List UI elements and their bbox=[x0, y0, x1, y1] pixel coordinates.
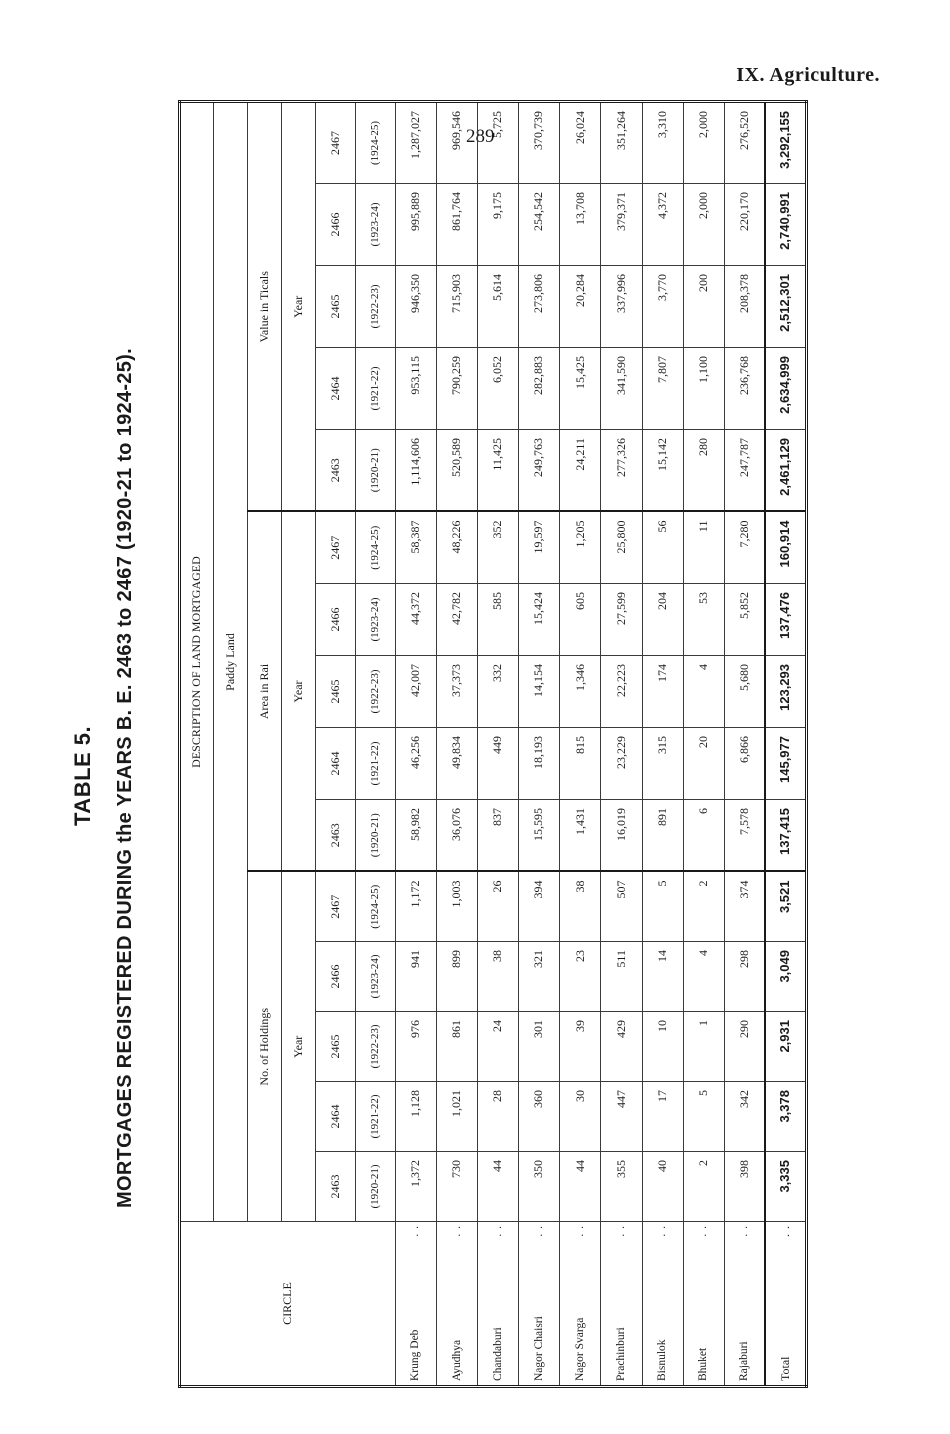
circle-name: Ayudhya bbox=[450, 1339, 463, 1381]
paddy-land-header: Paddy Land bbox=[214, 101, 248, 1221]
holdings-cell: 14 bbox=[642, 942, 683, 1012]
value-cell: 3,770 bbox=[642, 266, 683, 348]
leader-dots: . . bbox=[409, 1225, 422, 1237]
area-cell: 137,476 bbox=[765, 584, 806, 656]
value-cell: 9,175 bbox=[478, 184, 519, 266]
year-ad-header: (1921-22) bbox=[356, 1082, 396, 1152]
leader-dots: . . bbox=[450, 1225, 463, 1237]
value-cell: 370,739 bbox=[519, 101, 560, 183]
table-row bbox=[437, 101, 478, 1386]
holdings-cell: 355 bbox=[601, 1152, 642, 1222]
year-ad-header: (1920-21) bbox=[356, 800, 396, 872]
mortgage-table bbox=[178, 100, 808, 1388]
year-be-header: 2467 bbox=[316, 101, 356, 183]
area-cell: 37,373 bbox=[437, 656, 478, 728]
year-be-header: 2464 bbox=[316, 728, 356, 800]
area-cell: 7,578 bbox=[724, 800, 765, 872]
holdings-cell: 2 bbox=[683, 1152, 724, 1222]
holdings-year-header: Year bbox=[282, 872, 316, 1222]
holdings-cell: 10 bbox=[642, 1012, 683, 1082]
value-cell: 946,350 bbox=[396, 266, 437, 348]
year-ad-header: (1921-22) bbox=[356, 728, 396, 800]
holdings-cell: 301 bbox=[519, 1012, 560, 1082]
area-cell: 1,346 bbox=[560, 656, 601, 728]
holdings-cell: 39 bbox=[560, 1012, 601, 1082]
value-cell: 249,763 bbox=[519, 430, 560, 512]
year-be-header: 2464 bbox=[316, 348, 356, 430]
circle-cell bbox=[765, 1222, 806, 1387]
table-row bbox=[396, 101, 437, 1386]
holdings-cell: 3,049 bbox=[765, 942, 806, 1012]
holdings-cell: 394 bbox=[519, 872, 560, 942]
area-cell: 449 bbox=[478, 728, 519, 800]
table-row bbox=[724, 101, 765, 1386]
mortgage-table-rotated bbox=[178, 110, 808, 1388]
value-cell: 254,542 bbox=[519, 184, 560, 266]
area-cell: 49,834 bbox=[437, 728, 478, 800]
area-cell: 36,076 bbox=[437, 800, 478, 872]
area-cell: 6,866 bbox=[724, 728, 765, 800]
value-cell: 2,000 bbox=[683, 184, 724, 266]
holdings-cell: 38 bbox=[478, 942, 519, 1012]
year-be-header: 2465 bbox=[316, 1012, 356, 1082]
year-be-row bbox=[316, 101, 356, 1386]
value-header: Value in Ticals bbox=[248, 101, 282, 511]
area-cell: 15,595 bbox=[519, 800, 560, 872]
area-cell: 56 bbox=[642, 512, 683, 584]
value-cell: 790,259 bbox=[437, 348, 478, 430]
holdings-cell: 2 bbox=[683, 872, 724, 942]
value-cell: 2,000 bbox=[683, 101, 724, 183]
value-cell: 995,889 bbox=[396, 184, 437, 266]
table-row bbox=[601, 101, 642, 1386]
area-cell: 5,680 bbox=[724, 656, 765, 728]
year-ad-header: (1924-25) bbox=[356, 872, 396, 942]
holdings-cell: 342 bbox=[724, 1082, 765, 1152]
table-row bbox=[560, 101, 601, 1386]
value-cell: 7,807 bbox=[642, 348, 683, 430]
area-cell: 58,982 bbox=[396, 800, 437, 872]
year-be-header: 2467 bbox=[316, 512, 356, 584]
circle-name: Bisnulok bbox=[656, 1339, 668, 1381]
area-cell: 6 bbox=[683, 800, 724, 872]
area-cell: 14,154 bbox=[519, 656, 560, 728]
circle-name: Chandaburi bbox=[491, 1327, 504, 1381]
area-year-header: Year bbox=[282, 512, 316, 872]
holdings-cell: 30 bbox=[560, 1082, 601, 1152]
table-row bbox=[519, 101, 560, 1386]
value-cell: 520,589 bbox=[437, 430, 478, 512]
area-cell: 4 bbox=[683, 656, 724, 728]
table-body bbox=[396, 101, 807, 1386]
holdings-cell: 23 bbox=[560, 942, 601, 1012]
value-cell: 13,708 bbox=[560, 184, 601, 266]
year-ad-header: (1924-25) bbox=[356, 512, 396, 584]
circle-cell bbox=[642, 1222, 683, 1387]
area-cell: 19,597 bbox=[519, 512, 560, 584]
holdings-header: No. of Holdings bbox=[248, 872, 282, 1222]
holdings-cell: 507 bbox=[601, 872, 642, 942]
area-cell: 42,007 bbox=[396, 656, 437, 728]
area-cell: 837 bbox=[478, 800, 519, 872]
value-cell: 861,764 bbox=[437, 184, 478, 266]
value-year-header: Year bbox=[282, 101, 316, 511]
value-cell: 200 bbox=[683, 266, 724, 348]
year-ad-header: (1922-23) bbox=[356, 656, 396, 728]
year-ad-header: (1922-23) bbox=[356, 1012, 396, 1082]
year-be-header: 2466 bbox=[316, 584, 356, 656]
holdings-cell: 511 bbox=[601, 942, 642, 1012]
area-cell: 1,431 bbox=[560, 800, 601, 872]
area-cell: 332 bbox=[478, 656, 519, 728]
leader-dots: . . bbox=[777, 1225, 792, 1237]
year-ad-header: (1922-23) bbox=[356, 266, 396, 348]
holdings-cell: 360 bbox=[519, 1082, 560, 1152]
value-cell: 11,425 bbox=[478, 430, 519, 512]
value-cell: 2,512,301 bbox=[765, 266, 806, 348]
circle-cell bbox=[560, 1222, 601, 1387]
circle-cell bbox=[683, 1222, 724, 1387]
year-be-header: 2467 bbox=[316, 872, 356, 942]
area-cell: 160,914 bbox=[765, 512, 806, 584]
value-cell: 969,546 bbox=[437, 101, 478, 183]
holdings-cell: 861 bbox=[437, 1012, 478, 1082]
holdings-cell: 4 bbox=[683, 942, 724, 1012]
year-ad-header: (1923-24) bbox=[356, 184, 396, 266]
area-cell: 11 bbox=[683, 512, 724, 584]
value-cell: 15,425 bbox=[560, 348, 601, 430]
value-cell: 1,100 bbox=[683, 348, 724, 430]
area-cell: 7,280 bbox=[724, 512, 765, 584]
area-cell: 58,387 bbox=[396, 512, 437, 584]
holdings-cell: 28 bbox=[478, 1082, 519, 1152]
holdings-cell: 3,521 bbox=[765, 872, 806, 942]
holdings-cell: 44 bbox=[560, 1152, 601, 1222]
holdings-cell: 5 bbox=[642, 872, 683, 942]
area-cell: 585 bbox=[478, 584, 519, 656]
area-cell: 5,852 bbox=[724, 584, 765, 656]
value-cell: 337,996 bbox=[601, 266, 642, 348]
value-cell: 715,903 bbox=[437, 266, 478, 348]
holdings-cell: 374 bbox=[724, 872, 765, 942]
leader-dots: . . bbox=[737, 1225, 750, 1237]
area-cell: 891 bbox=[642, 800, 683, 872]
holdings-cell: 3,378 bbox=[765, 1082, 806, 1152]
area-cell: 605 bbox=[560, 584, 601, 656]
holdings-cell: 5 bbox=[683, 1082, 724, 1152]
holdings-cell: 429 bbox=[601, 1012, 642, 1082]
year-be-header: 2465 bbox=[316, 266, 356, 348]
leader-dots: . . bbox=[656, 1225, 668, 1237]
area-cell: 48,226 bbox=[437, 512, 478, 584]
value-cell: 280 bbox=[683, 430, 724, 512]
circle-cell bbox=[601, 1222, 642, 1387]
holdings-cell: 24 bbox=[478, 1012, 519, 1082]
area-cell: 352 bbox=[478, 512, 519, 584]
value-cell: 341,590 bbox=[601, 348, 642, 430]
value-cell: 277,326 bbox=[601, 430, 642, 512]
area-cell: 53 bbox=[683, 584, 724, 656]
area-cell: 22,223 bbox=[601, 656, 642, 728]
value-cell: 236,768 bbox=[724, 348, 765, 430]
value-cell: 3,310 bbox=[642, 101, 683, 183]
value-cell: 26,024 bbox=[560, 101, 601, 183]
leader-dots: . . bbox=[573, 1225, 586, 1237]
year-be-header: 2463 bbox=[316, 430, 356, 512]
holdings-cell: 26 bbox=[478, 872, 519, 942]
leader-dots: . . bbox=[491, 1225, 504, 1237]
holdings-cell: 447 bbox=[601, 1082, 642, 1152]
area-cell: 137,415 bbox=[765, 800, 806, 872]
value-cell: 1,287,027 bbox=[396, 101, 437, 183]
year-ad-header: (1923-24) bbox=[356, 584, 396, 656]
area-cell: 23,229 bbox=[601, 728, 642, 800]
value-cell: 247,787 bbox=[724, 430, 765, 512]
circle-name: Rajaburi bbox=[737, 1341, 750, 1381]
leader-dots: . . bbox=[697, 1225, 710, 1237]
value-cell: 15,142 bbox=[642, 430, 683, 512]
holdings-cell: 298 bbox=[724, 942, 765, 1012]
year-be-header: 2466 bbox=[316, 184, 356, 266]
value-cell: 5,614 bbox=[478, 266, 519, 348]
area-cell: 145,977 bbox=[765, 728, 806, 800]
circle-cell bbox=[724, 1222, 765, 1387]
holdings-cell: 321 bbox=[519, 942, 560, 1012]
holdings-cell: 1,021 bbox=[437, 1082, 478, 1152]
circle-cell bbox=[437, 1222, 478, 1387]
year-ad-header: (1920-21) bbox=[356, 1152, 396, 1222]
value-cell: 351,264 bbox=[601, 101, 642, 183]
year-ad-row bbox=[356, 101, 396, 1386]
year-be-header: 2466 bbox=[316, 942, 356, 1012]
holdings-cell: 1,172 bbox=[396, 872, 437, 942]
value-cell: 6,052 bbox=[478, 348, 519, 430]
description-header: DESCRIPTION OF LAND MORTGAGED bbox=[180, 101, 214, 1221]
year-be-header: 2463 bbox=[316, 1152, 356, 1222]
holdings-cell: 730 bbox=[437, 1152, 478, 1222]
total-row bbox=[765, 101, 806, 1386]
area-cell: 204 bbox=[642, 584, 683, 656]
holdings-cell: 2,931 bbox=[765, 1012, 806, 1082]
value-cell: 273,806 bbox=[519, 266, 560, 348]
area-cell: 27,599 bbox=[601, 584, 642, 656]
value-cell: 3,292,155 bbox=[765, 101, 806, 183]
table-title: MORTGAGES REGISTERED DURING the YEARS B. E. 2463 to 2467 (1920-21 to 1924-25). bbox=[114, 348, 136, 1208]
table-row bbox=[478, 101, 519, 1386]
area-cell: 42,782 bbox=[437, 584, 478, 656]
holdings-cell: 1,128 bbox=[396, 1082, 437, 1152]
holdings-cell: 1,372 bbox=[396, 1152, 437, 1222]
value-cell: 20,284 bbox=[560, 266, 601, 348]
holdings-cell: 38 bbox=[560, 872, 601, 942]
holdings-cell: 44 bbox=[478, 1152, 519, 1222]
value-cell: 4,372 bbox=[642, 184, 683, 266]
area-cell: 16,019 bbox=[601, 800, 642, 872]
page-number: 289 bbox=[466, 126, 495, 147]
area-cell: 20 bbox=[683, 728, 724, 800]
area-cell: 44,372 bbox=[396, 584, 437, 656]
holdings-cell: 350 bbox=[519, 1152, 560, 1222]
area-cell: 15,424 bbox=[519, 584, 560, 656]
value-cell: 953,115 bbox=[396, 348, 437, 430]
area-cell: 315 bbox=[642, 728, 683, 800]
year-ad-header: (1924-25) bbox=[356, 101, 396, 183]
year-be-header: 2464 bbox=[316, 1082, 356, 1152]
area-cell: 1,205 bbox=[560, 512, 601, 584]
circle-cell bbox=[519, 1222, 560, 1387]
holdings-cell: 40 bbox=[642, 1152, 683, 1222]
circle-name: Bhuket bbox=[697, 1347, 710, 1381]
table-caption: TABLE 5. bbox=[70, 725, 95, 826]
holdings-cell: 398 bbox=[724, 1152, 765, 1222]
circle-name: Krung Deb bbox=[409, 1329, 422, 1381]
value-cell: 208,378 bbox=[724, 266, 765, 348]
leader-dots: . . bbox=[614, 1225, 627, 1237]
area-cell: 123,293 bbox=[765, 656, 806, 728]
area-cell: 815 bbox=[560, 728, 601, 800]
holdings-cell: 1 bbox=[683, 1012, 724, 1082]
value-cell: 276,520 bbox=[724, 101, 765, 183]
value-cell: 1,114,606 bbox=[396, 430, 437, 512]
leader-dots: . . bbox=[532, 1225, 545, 1237]
table-row bbox=[683, 101, 724, 1386]
circle-name: Nagor Chaisri bbox=[532, 1316, 545, 1381]
value-cell: 24,211 bbox=[560, 430, 601, 512]
holdings-cell: 941 bbox=[396, 942, 437, 1012]
holdings-cell: 899 bbox=[437, 942, 478, 1012]
circle-cell bbox=[396, 1222, 437, 1387]
value-cell: 220,170 bbox=[724, 184, 765, 266]
section-heading: IX. Agriculture. bbox=[736, 64, 880, 86]
holdings-cell: 17 bbox=[642, 1082, 683, 1152]
area-header: Area in Rai bbox=[248, 512, 282, 872]
year-ad-header: (1920-21) bbox=[356, 430, 396, 512]
circle-name: Prachinburi bbox=[614, 1327, 627, 1381]
circle-cell bbox=[478, 1222, 519, 1387]
circle-name: Nagor Svarga bbox=[573, 1317, 586, 1381]
area-cell: 25,800 bbox=[601, 512, 642, 584]
value-cell: 5,725 bbox=[478, 101, 519, 183]
holdings-cell: 976 bbox=[396, 1012, 437, 1082]
year-ad-header: (1923-24) bbox=[356, 942, 396, 1012]
value-cell: 379,371 bbox=[601, 184, 642, 266]
area-cell: 174 bbox=[642, 656, 683, 728]
value-cell: 2,634,999 bbox=[765, 348, 806, 430]
holdings-cell: 3,335 bbox=[765, 1152, 806, 1222]
area-cell: 18,193 bbox=[519, 728, 560, 800]
table-row bbox=[642, 101, 683, 1386]
year-be-header: 2463 bbox=[316, 800, 356, 872]
holdings-cell: 1,003 bbox=[437, 872, 478, 942]
holdings-cell: 290 bbox=[724, 1012, 765, 1082]
circle-header: CIRCLE bbox=[180, 1222, 396, 1387]
value-cell: 282,883 bbox=[519, 348, 560, 430]
value-cell: 2,740,991 bbox=[765, 184, 806, 266]
year-be-header: 2465 bbox=[316, 656, 356, 728]
area-cell: 46,256 bbox=[396, 728, 437, 800]
value-cell: 2,461,129 bbox=[765, 430, 806, 512]
year-ad-header: (1921-22) bbox=[356, 348, 396, 430]
circle-name: Total bbox=[777, 1356, 792, 1381]
